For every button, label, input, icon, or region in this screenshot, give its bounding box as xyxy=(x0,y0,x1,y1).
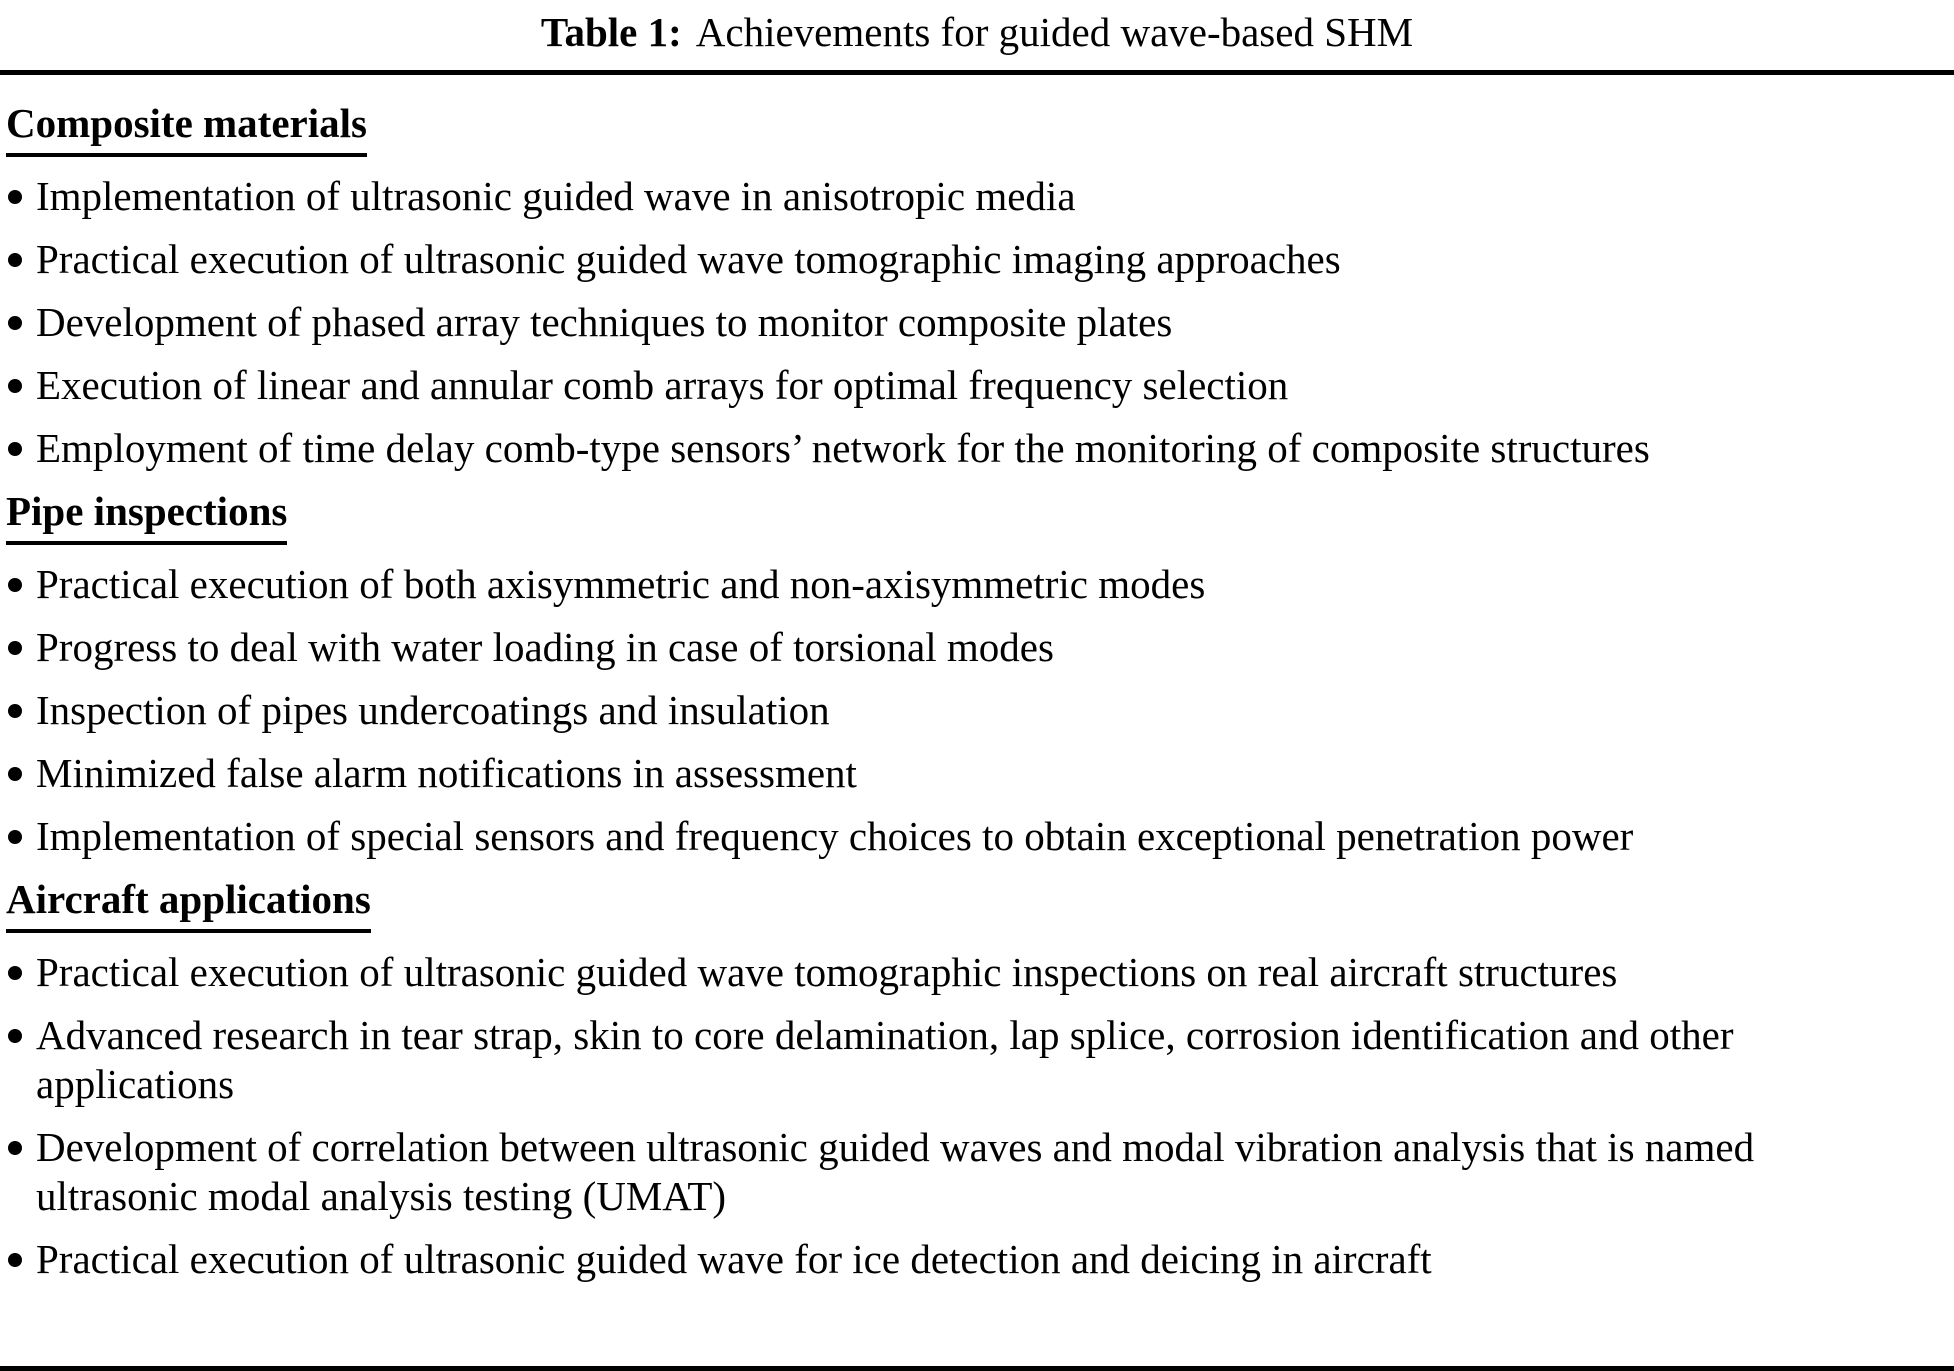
achievement-item-text: Implementation of ultrasonic guided wave in anisotropic media xyxy=(36,173,1076,219)
achievement-item-text: Development of correlation between ultrasonic guided waves and modal vibration analysis that is named ultrasonic modal analysis testing (UMAT) xyxy=(36,1124,1755,1219)
achievement-item xyxy=(6,1011,1898,1109)
achievement-item xyxy=(6,812,1898,861)
table-body xyxy=(0,75,1954,1298)
achievement-item-text: Practical execution of ultrasonic guided wave tomographic inspections on real aircraft structures xyxy=(36,949,1618,995)
achievement-item xyxy=(6,235,1898,284)
achievement-item-text: Development of phased array techniques to monitor composite plates xyxy=(36,299,1173,345)
section-heading-text: Aircraft applications xyxy=(6,875,371,933)
achievement-item xyxy=(6,560,1898,609)
achievement-item-text: Practical execution of ultrasonic guided wave tomographic imaging approaches xyxy=(36,236,1341,282)
achievement-item xyxy=(6,298,1898,347)
achievement-item-text: Advanced research in tear strap, skin to core delamination, lap splice, corrosion identification and other applications xyxy=(36,1012,1734,1107)
achievement-item xyxy=(6,948,1898,997)
achievement-item xyxy=(6,749,1898,798)
bullet-icon xyxy=(8,767,22,781)
achievement-item xyxy=(6,1123,1898,1221)
table-caption-label: Table 1: xyxy=(540,9,682,55)
table-caption-text: Achievements for guided wave-based SHM xyxy=(695,9,1414,55)
bullet-icon xyxy=(8,316,22,330)
achievement-item-text: Inspection of pipes undercoatings and insulation xyxy=(36,687,830,733)
bullet-icon xyxy=(8,830,22,844)
achievement-item xyxy=(6,361,1898,410)
section-heading xyxy=(6,99,1898,157)
bullet-icon xyxy=(8,704,22,718)
achievement-item xyxy=(6,172,1898,221)
section-heading xyxy=(6,487,1898,545)
bullet-icon xyxy=(8,578,22,592)
section-heading-text: Pipe inspections xyxy=(6,487,287,545)
achievement-item xyxy=(6,686,1898,735)
achievement-item-text: Minimized false alarm notifications in assessment xyxy=(36,750,857,796)
achievement-item xyxy=(6,424,1898,473)
bullet-icon xyxy=(8,379,22,393)
bullet-icon xyxy=(8,442,22,456)
bullet-icon xyxy=(8,1029,22,1043)
bullet-icon xyxy=(8,190,22,204)
section-heading xyxy=(6,875,1898,933)
achievement-item-text: Practical execution of ultrasonic guided wave for ice detection and deicing in aircraft xyxy=(36,1236,1432,1282)
bullet-icon xyxy=(8,1253,22,1267)
bullet-icon xyxy=(8,966,22,980)
section-heading-text: Composite materials xyxy=(6,99,367,157)
table-bottom-rule xyxy=(0,1366,1954,1371)
bullet-icon xyxy=(8,253,22,267)
achievement-item xyxy=(6,623,1898,672)
achievement-item-text: Progress to deal with water loading in case of torsional modes xyxy=(36,624,1054,670)
achievement-item-text: Employment of time delay comb-type sensors’ network for the monitoring of composite structures xyxy=(36,425,1650,471)
table-caption xyxy=(0,0,1954,70)
achievement-list xyxy=(6,560,1898,861)
bullet-icon xyxy=(8,1141,22,1155)
achievement-list xyxy=(6,948,1898,1284)
achievement-list xyxy=(6,172,1898,473)
achievement-item-text: Practical execution of both axisymmetric and non-axisymmetric modes xyxy=(36,561,1206,607)
achievement-item xyxy=(6,1235,1898,1284)
achievement-item-text: Execution of linear and annular comb arrays for optimal frequency selection xyxy=(36,362,1289,408)
achievement-item-text: Implementation of special sensors and frequency choices to obtain exceptional penetration power xyxy=(36,813,1634,859)
bullet-icon xyxy=(8,641,22,655)
